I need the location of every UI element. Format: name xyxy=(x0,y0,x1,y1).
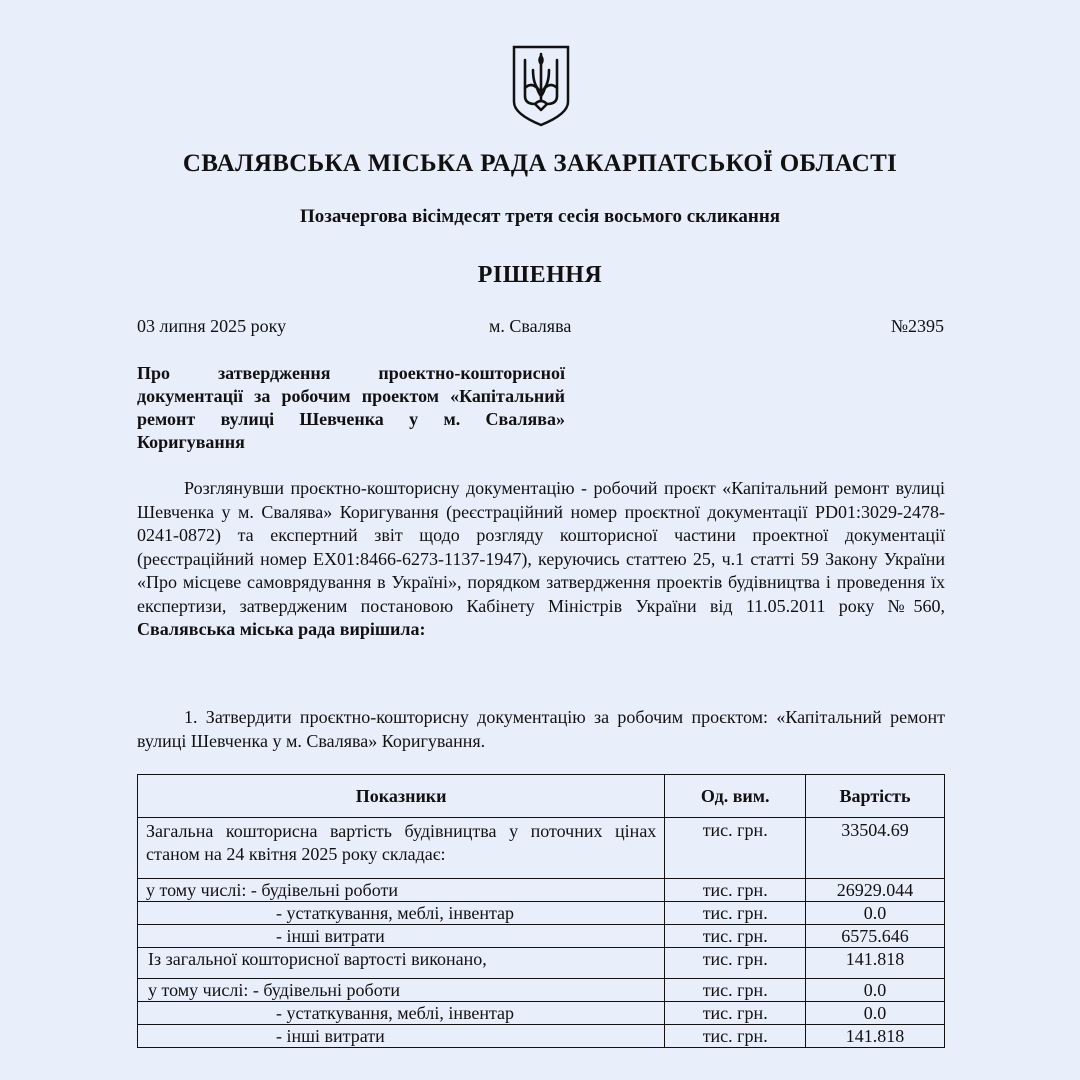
table-row xyxy=(138,1002,945,1025)
coat-of-arms-icon xyxy=(511,44,571,128)
cost-table xyxy=(137,774,945,1048)
table-row xyxy=(138,818,945,879)
row-unit: тис. грн. xyxy=(665,948,806,979)
row-unit: тис. грн. xyxy=(665,818,806,879)
row-label: Загальна кошторисна вартість будівництва у поточних цінах станом на 24 квітня 2025 року складає: xyxy=(138,818,665,879)
row-label-text: - устаткування, меблі, інвентар xyxy=(276,903,515,923)
row-label-text: у тому числі: - будівельні роботи xyxy=(148,980,400,1000)
row-label xyxy=(138,925,665,948)
row-unit: тис. грн. xyxy=(665,925,806,948)
preamble-text: Розглянувши проєктно-кошторисну документацію - робочий проєкт «Капітальний ремонт вулиці Шевченка у м. Свалява» Коригування (реєстраційний номер проєктної документації PD01:3029-2478-0241-0872) та експертний звіт щодо розгляду кошторисної частини проектної документації (реєстраційний номер ЕХ01:8466-6273-1137-1947), керуючись статтею 25, ч.1 статті 59 Закону України «Про місцеве самоврядування в Україні», порядком затвердження проектів будівництва і проведення їх експертизи, затвердженим постановою Кабінету Міністрів України від 11.05.2011 року №560, xyxy=(137,478,945,616)
row-label xyxy=(138,979,665,1002)
preamble-resolution: Свалявська міська рада вирішила: xyxy=(137,619,426,639)
row-unit: тис. грн. xyxy=(665,979,806,1002)
session-title: Позачергова вісімдесят третя сесія восьмого скликання xyxy=(299,206,781,227)
row-value: 0.0 xyxy=(806,979,945,1002)
row-value: 0.0 xyxy=(806,902,945,925)
decision-date: 03 липня 2025 року xyxy=(137,316,287,336)
row-unit: тис. грн. xyxy=(665,1002,806,1025)
table-row xyxy=(138,925,945,948)
row-label-text: у тому числі: - будівельні роботи xyxy=(146,880,398,900)
row-value: 6575.646 xyxy=(806,925,945,948)
header-unit: Од. вим. xyxy=(665,775,806,818)
table-row xyxy=(138,948,945,979)
row-label xyxy=(138,902,665,925)
row-label xyxy=(138,948,665,979)
table-row xyxy=(138,979,945,1002)
table-row xyxy=(138,902,945,925)
row-label xyxy=(138,1002,665,1025)
header-indicators: Показники xyxy=(138,775,665,818)
table-header-row xyxy=(138,775,945,818)
row-label-text: Із загальної кошторисної вартості виконано, xyxy=(148,949,487,969)
decision-number: №2395 xyxy=(890,316,944,336)
decision-place: м. Свалява xyxy=(489,316,572,336)
table-row xyxy=(138,1025,945,1048)
row-value: 141.818 xyxy=(806,1025,945,1048)
row-value: 0.0 xyxy=(806,1002,945,1025)
decision-subject: Про затвердження проектно-кошторисної документації за робочим проектом «Капітальний ремонт вулиці Шевченка у м. Свалява» Коригування xyxy=(137,363,565,452)
row-label xyxy=(138,879,665,902)
row-unit: тис. грн. xyxy=(665,902,806,925)
council-name: СВАЛЯВСЬКА МІСЬКА РАДА ЗАКАРПАТСЬКОЇ ОБЛАСТІ xyxy=(182,150,898,177)
row-unit: тис. грн. xyxy=(665,879,806,902)
row-value: 141.818 xyxy=(806,948,945,979)
row-label xyxy=(138,1025,665,1048)
preamble xyxy=(137,477,945,642)
table-row xyxy=(138,879,945,902)
header-cost: Вартість xyxy=(806,775,945,818)
row-label-text: - інші витрати xyxy=(276,926,385,946)
row-label-text: - устаткування, меблі, інвентар xyxy=(276,1003,515,1023)
row-value: 33504.69 xyxy=(806,818,945,879)
row-value: 26929.044 xyxy=(806,879,945,902)
row-unit: тис. грн. xyxy=(665,1025,806,1048)
decision-item-1 xyxy=(137,706,945,753)
document-type: РІШЕННЯ xyxy=(477,262,603,288)
item-1-text: 1. Затвердити проєктно-кошторисну документацію за робочим проєктом: «Капітальний ремонт вулиці Шевченка у м. Свалява» Коригування. xyxy=(137,707,945,751)
row-label-text: - інші витрати xyxy=(276,1026,385,1046)
